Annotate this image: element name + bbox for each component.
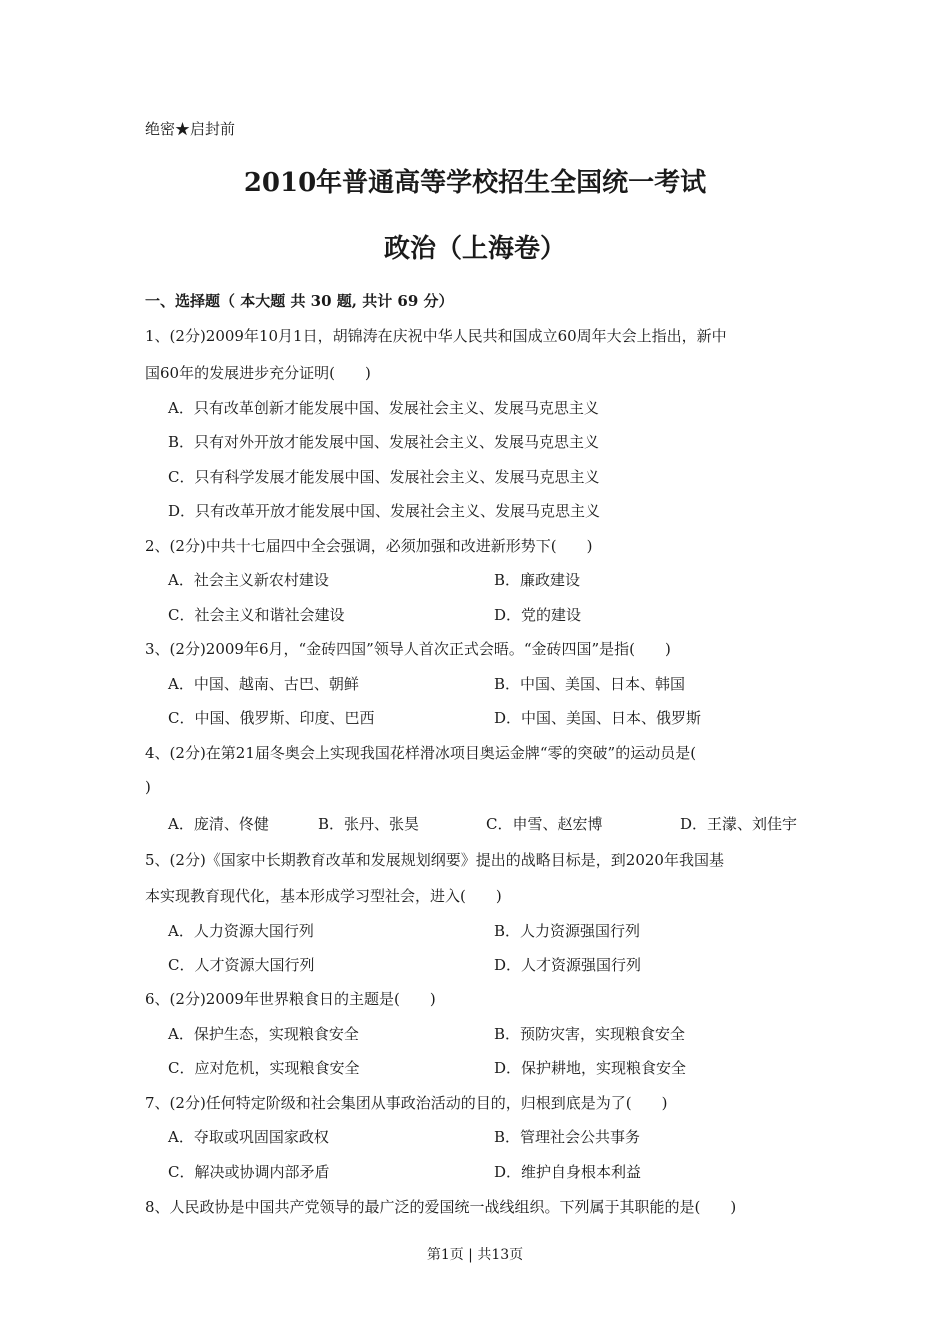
question-1-option-d: D．只有改革开放才能发展中国、发展社会主义、发展马克思主义: [168, 502, 601, 520]
question-7-line-1: 7、(2分)任何特定阶级和社会集团从事政治活动的目的，归根到底是为了( ): [145, 1094, 668, 1112]
question-7-option-b: B．管理社会公共事务: [494, 1128, 641, 1146]
question-4-option-a: A．庞清、佟健: [168, 815, 269, 833]
question-7-option-c: C．解决或协调内部矛盾: [168, 1163, 330, 1181]
question-2-option-d: D．党的建设: [494, 606, 582, 624]
question-4-option-b: B．张丹、张昊: [318, 815, 420, 833]
question-1-line-1: 1、(2分)2009年10月1日，胡锦涛在庆祝中华人民共和国成立60周年大会上指出，新中: [145, 327, 727, 345]
exam-title: 2010年普通高等学校招生全国统一考试: [243, 168, 707, 198]
question-5-line-1: 5、(2分)《国家中长期教育改革和发展规划纲要》提出的战略目标是，到2020年我国基: [145, 851, 724, 869]
question-8-line-1: 8、人民政协是中国共产党领导的最广泛的爱国统一战线组织。下列属于其职能的是( ): [145, 1198, 737, 1216]
question-6-option-c: C．应对危机，实现粮食安全: [168, 1059, 360, 1077]
question-2-option-a: A．社会主义新农村建设: [168, 571, 329, 589]
question-1-option-a: A．只有改革创新才能发展中国、发展社会主义、发展马克思主义: [168, 399, 599, 417]
question-1-option-c: C．只有科学发展才能发展中国、发展社会主义、发展马克思主义: [168, 468, 600, 486]
question-5-line-2: 本实现教育现代化，基本形成学习型社会，进入( ): [145, 887, 502, 905]
question-3-option-d: D．中国、美国、日本、俄罗斯: [494, 709, 702, 727]
question-7-option-d: D．维护自身根本利益: [494, 1163, 642, 1181]
question-1-line-2: 国60年的发展进步充分证明( ): [145, 364, 371, 382]
question-6-option-d: D．保护耕地，实现粮食安全: [494, 1059, 687, 1077]
question-6-option-b: B．预防灾害，实现粮食安全: [494, 1025, 686, 1043]
section-heading: 一、选择题（ 本大题 共 30 题, 共计 69 分）: [145, 292, 454, 310]
question-5-option-c: C．人才资源大国行列: [168, 956, 315, 974]
question-4-option-c: C．申雪、赵宏博: [486, 815, 603, 833]
question-4-line-1: 4、(2分)在第21届冬奥会上实现我国花样滑冰项目奥运金牌“零的突破”的运动员是(: [145, 744, 697, 762]
page-footer: 第1页 | 共13页: [426, 1247, 524, 1263]
question-7-option-a: A．夺取或巩固国家政权: [168, 1128, 329, 1146]
question-4-line-2: ): [145, 778, 151, 796]
secret-label: 绝密★启封前: [145, 120, 236, 138]
question-4-option-d: D．王濛、刘佳宇: [680, 815, 798, 833]
question-1-option-b: B．只有对外开放才能发展中国、发展社会主义、发展马克思主义: [168, 433, 600, 451]
question-5-option-b: B．人力资源强国行列: [494, 922, 641, 940]
question-2-option-b: B．廉政建设: [494, 571, 581, 589]
question-3-option-c: C．中国、俄罗斯、印度、巴西: [168, 709, 375, 727]
question-3-line-1: 3、(2分)2009年6月，“金砖四国”领导人首次正式会晤。“金砖四国”是指( ): [145, 640, 671, 658]
question-3-option-b: B．中国、美国、日本、韩国: [494, 675, 686, 693]
question-2-line-1: 2、(2分)中共十七届四中全会强调，必须加强和改进新形势下( ): [145, 537, 593, 555]
question-5-option-a: A．人力资源大国行列: [168, 922, 314, 940]
question-6-option-a: A．保护生态，实现粮食安全: [168, 1025, 359, 1043]
question-5-option-d: D．人才资源强国行列: [494, 956, 642, 974]
question-3-option-a: A．中国、越南、古巴、朝鲜: [168, 675, 359, 693]
question-6-line-1: 6、(2分)2009年世界粮食日的主题是( ): [145, 990, 436, 1008]
exam-subtitle: 政治（上海卷）: [383, 234, 566, 264]
question-2-option-c: C．社会主义和谐社会建设: [168, 606, 345, 624]
